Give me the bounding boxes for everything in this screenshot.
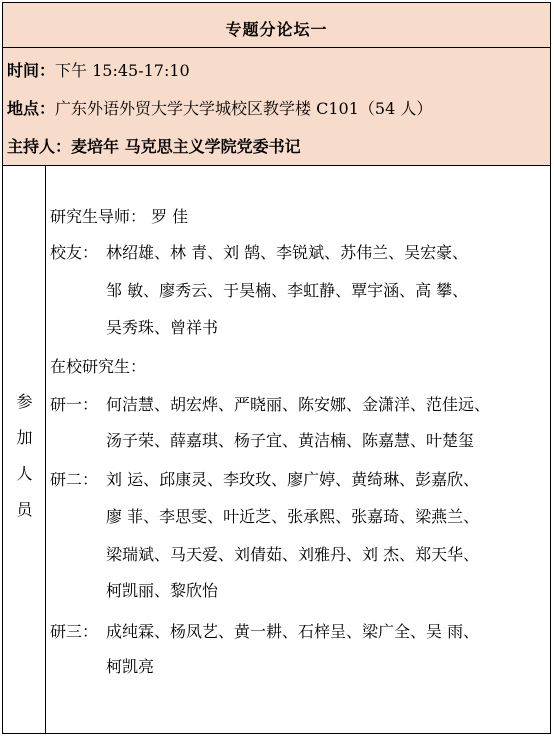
year3-names: 成纯霖、杨凤艺、黄一耕、石梓呈、梁广全、吴 雨、 xyxy=(106,622,480,641)
side-char: 参 xyxy=(16,392,33,411)
year2-names: 刘 运、邱康灵、李玫玫、廖广婷、黄绮琳、彭嘉欣、 xyxy=(106,470,480,489)
year2-names: 柯凯丽、黎欣怡 xyxy=(106,581,219,600)
forum-title: 专题分论坛一 xyxy=(225,20,328,39)
year1-names: 汤子荣、薛嘉琪、杨子宜、黄洁楠、陈嘉慧、叶楚玺 xyxy=(106,431,475,450)
place-row xyxy=(7,96,432,119)
advisor-line: 研究生导师： 罗 佳 xyxy=(50,207,189,226)
alumni-lead: 校友： xyxy=(50,243,99,262)
alumni-names: 林绍雄、林 青、刘 鹄、李锐斌、苏伟兰、吴宏豪、 xyxy=(106,243,469,262)
year1-line xyxy=(50,430,474,452)
place-label: 地点： xyxy=(7,99,56,118)
host-label: 主持人： xyxy=(7,137,72,156)
year1-names: 何洁慧、胡宏烨、严晓丽、陈安娜、金潇洋、范佳远、 xyxy=(106,395,491,414)
year2-lead: 研二： xyxy=(50,470,99,489)
year3-line xyxy=(50,656,154,678)
alumni-names: 邹 敏、廖秀云、于昊楠、李虹静、覃宇涵、高 攀、 xyxy=(106,281,469,300)
year2-names: 梁瑞斌、马天爱、刘倩茹、刘雅丹、刘 杰、郑天华、 xyxy=(106,545,480,564)
alumni-line xyxy=(50,317,218,339)
forum-table xyxy=(2,2,551,734)
students-header: 在校研究生： xyxy=(50,357,147,376)
time-label: 时间： xyxy=(7,61,56,80)
alumni-line xyxy=(50,280,468,302)
host-value: 麦培年 马克思主义学院党委书记 xyxy=(71,137,301,156)
participants-side-column xyxy=(3,166,46,733)
year3-line xyxy=(50,621,479,643)
year2-line xyxy=(50,506,479,528)
time-row xyxy=(7,58,190,81)
participants-side-label xyxy=(3,384,46,528)
alumni-line xyxy=(50,242,468,264)
alumni-names: 吴秀珠、曾祥书 xyxy=(106,318,219,337)
year3-names: 柯凯亮 xyxy=(106,657,155,676)
year1-lead: 研一： xyxy=(50,395,99,414)
side-char: 人 xyxy=(16,464,33,483)
year2-line xyxy=(50,469,479,491)
header-divider xyxy=(3,47,550,48)
year1-line xyxy=(50,394,490,416)
place-value: 广东外语外贸大学大学城校区教学楼 C101（54 人） xyxy=(55,99,433,118)
forum-header xyxy=(3,3,550,166)
side-char: 加 xyxy=(16,428,33,447)
year2-line xyxy=(50,580,218,602)
host-row xyxy=(7,134,301,157)
year2-line xyxy=(50,544,479,566)
participants-list xyxy=(46,166,550,733)
year2-names: 廖 菲、李思雯、叶近芝、张承熙、张嘉琦、梁燕兰、 xyxy=(106,507,480,526)
side-char: 员 xyxy=(16,500,33,519)
time-value: 下午 15:45-17:10 xyxy=(55,61,190,80)
year3-lead: 研三： xyxy=(50,622,99,641)
